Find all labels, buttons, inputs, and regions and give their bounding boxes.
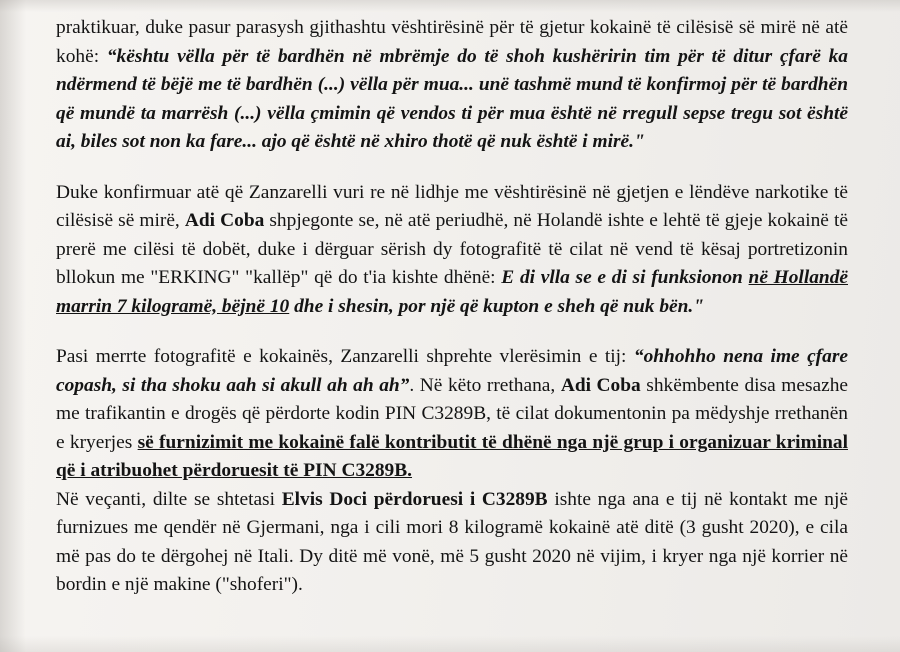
document-text-body bbox=[56, 14, 848, 600]
text-run: “kështu vëlla për të bardhën në mbrëmje do të shoh kushëririn tim për të ditur çfarë ka ndërmend të bëjë me të bardhën (...) vëlla për mua... unë tashmë mund të konfirmoj për të bardhën që mundë ta marrësh (...) vëlla çmimin që vendos ti për mua është në rregull sepse tregu sot është ai, biles sot non ka fare... ajo që është në xhiro thotë që nuk është i mirë." bbox=[56, 45, 848, 153]
text-run: së furnizimit me kokainë falë kontributit të dhënë nga një grup i organizuar kriminal që i atribuohet përdoruesit të PIN C3289B. bbox=[56, 431, 848, 482]
paragraph-3 bbox=[56, 343, 848, 486]
text-run: në Hollandë marrin 7 kilogramë, bëjnë 10 bbox=[56, 267, 848, 317]
page-shadow-bottom bbox=[0, 636, 900, 652]
page-shadow-top bbox=[0, 0, 900, 12]
text-run: . Në këto rrethana, bbox=[409, 374, 561, 396]
text-run: Adi Coba bbox=[560, 374, 641, 396]
text-run: “ohhohho nena ime çfare copash, si tha shoku aah si akull ah ah ah” bbox=[56, 346, 848, 396]
text-run: praktikuar, duke pasur parasysh gjithashtu vështirësinë për të gjetur kokainë të cilësisë së mirë në atë kohë: bbox=[56, 17, 848, 67]
text-run: dhe i shesin, por një që kupton e sheh që nuk bën." bbox=[289, 295, 705, 317]
text-run: Pasi merrte fotografitë e kokainës, Zanzarelli shprehte vlerësimin e tij: bbox=[56, 346, 634, 368]
paragraph-1 bbox=[56, 14, 848, 157]
text-run: Duke konfirmuar atë që Zanzarelli vuri re në lidhje me vështirësinë në gjetjen e lëndëve narkotike të cilësisë së mirë, bbox=[56, 181, 848, 232]
paragraph-4 bbox=[56, 486, 848, 600]
page-shadow-left bbox=[0, 0, 26, 652]
text-run: shkëmbente disa mesazhe me trafikantin e drogës që përdorte kodin PIN C3289B, të cilat dokumentonin pa mëdyshje rrethanën e kryerjes bbox=[56, 374, 849, 453]
text-run: ishte nga ana e tij në kontakt me një furnizues me qendër në Gjermani, nga i cili mori 8 kilogramë kokainë atë ditë (3 gusht 2020), e cila më pas do te dërgohej në Itali. Dy ditë më vonë, më 5 gusht 2020 në vijim, i kryer nga një korrier në bordin e një makine ("shoferi"). bbox=[56, 488, 848, 596]
text-run: Elvis Doci përdoruesi i C3289B bbox=[281, 488, 548, 510]
text-run: Adi Coba bbox=[184, 210, 265, 232]
text-run: Në veçanti, dilte se shtetasi bbox=[56, 488, 282, 510]
text-run: shpjegonte se, në atë periudhë, në Holandë ishte e lehtë të gjeje kokainë të prerë me cilësi të dobët, duke i dërguar sërish dy fotografitë të cilat në vend të kësaj portretizonin bllokun me "ERKING" "kallëp" që do t'ia kishte dhënë: bbox=[56, 210, 848, 289]
text-run: E di vlla se e di si funksionon bbox=[501, 267, 749, 289]
paragraph-2 bbox=[56, 179, 848, 322]
